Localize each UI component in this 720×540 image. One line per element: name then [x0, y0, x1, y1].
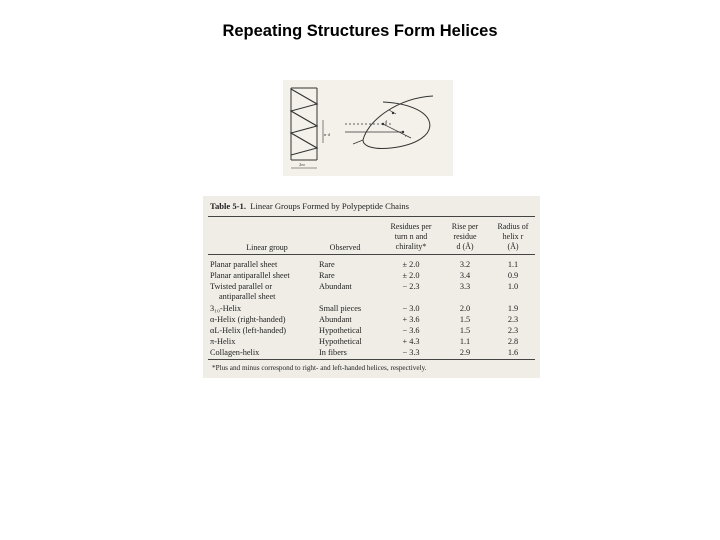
table-caption-text: Linear Groups Formed by Polypeptide Chains: [250, 201, 410, 211]
header-radius-2: helix r: [502, 232, 524, 241]
table-footnote: *Plus and minus correspond to right- and left-handed helices, respectively.: [212, 364, 427, 372]
header-rise-3: d (Å): [456, 242, 474, 251]
row-residues: − 2.3: [402, 282, 420, 291]
row-residues: ± 2.0: [402, 271, 420, 280]
header-linear-group: Linear group: [246, 243, 288, 252]
row-residues: − 3.0: [402, 304, 420, 313]
table-bottom-rule: [208, 359, 535, 360]
row-group-continued: antiparallel sheet: [219, 292, 276, 301]
row-observed: Rare: [319, 271, 335, 280]
width-label: 2πr: [299, 162, 306, 167]
row-residues: ± 2.0: [402, 260, 420, 269]
row-rise: 2.9: [459, 348, 471, 357]
row-observed: Abundant: [319, 315, 352, 324]
row-group: 3₁₀-Helix: [210, 304, 242, 313]
table-top-rule: [208, 216, 535, 217]
row-group: Twisted parallel or: [210, 282, 273, 291]
row-residues: − 3.6: [402, 326, 420, 335]
row-group: Planar antiparallel sheet: [210, 271, 290, 280]
row-observed: In fibers: [319, 348, 347, 357]
row-rise: 3.4: [459, 271, 471, 280]
header-radius-1: Radius of: [497, 222, 529, 231]
linear-groups-table: [203, 196, 540, 378]
header-residues-1: Residues per: [390, 222, 432, 231]
row-observed: Hypothetical: [319, 337, 362, 346]
row-radius: 2.3: [507, 326, 519, 335]
row-group: αL-Helix (left-handed): [210, 326, 286, 335]
slide-title: Repeating Structures Form Helices: [222, 22, 498, 40]
pitch-label: n·d: [324, 132, 330, 137]
row-rise: 3.2: [459, 260, 471, 269]
table-number: Table 5-1.: [210, 201, 246, 211]
row-group: Collagen-helix: [210, 348, 260, 357]
header-radius-3: (Å): [507, 242, 519, 251]
row-radius: 1.9: [507, 304, 519, 313]
row-rise: 1.5: [459, 315, 471, 324]
row-radius: 1.6: [507, 348, 519, 357]
radius-label: r: [405, 133, 407, 138]
row-group: π-Helix: [210, 337, 236, 346]
header-observed: Observed: [329, 243, 361, 252]
header-rise-1: Rise per: [451, 222, 479, 231]
row-residues: − 3.3: [402, 348, 420, 357]
row-rise: 3.3: [459, 282, 471, 291]
row-rise: 1.5: [459, 326, 471, 335]
row-residues: + 4.3: [402, 337, 420, 346]
header-rise-2: residue: [453, 232, 477, 241]
row-group: Planar parallel sheet: [210, 260, 278, 269]
row-radius: 2.3: [507, 315, 519, 324]
row-radius: 0.9: [507, 271, 519, 280]
row-observed: Small pieces: [319, 304, 362, 313]
row-rise: 2.0: [459, 304, 471, 313]
table-header-rule: [208, 254, 535, 255]
row-observed: Abundant: [319, 282, 352, 291]
row-radius: 1.1: [507, 260, 519, 269]
table-caption: [210, 201, 409, 211]
rise-label: d: [385, 119, 388, 124]
row-rise: 1.1: [459, 337, 471, 346]
row-observed: Hypothetical: [319, 326, 362, 335]
row-residues: + 3.6: [402, 315, 420, 324]
header-residues-2: turn n and: [394, 232, 428, 241]
helix-diagram: [283, 80, 453, 176]
helix-diagram-svg: [283, 80, 453, 176]
row-radius: 2.8: [507, 337, 519, 346]
row-radius: 1.0: [507, 282, 519, 291]
row-group: α-Helix (right-handed): [210, 315, 286, 324]
header-residues-3: chirality*: [395, 242, 427, 251]
row-observed: Rare: [319, 260, 335, 269]
